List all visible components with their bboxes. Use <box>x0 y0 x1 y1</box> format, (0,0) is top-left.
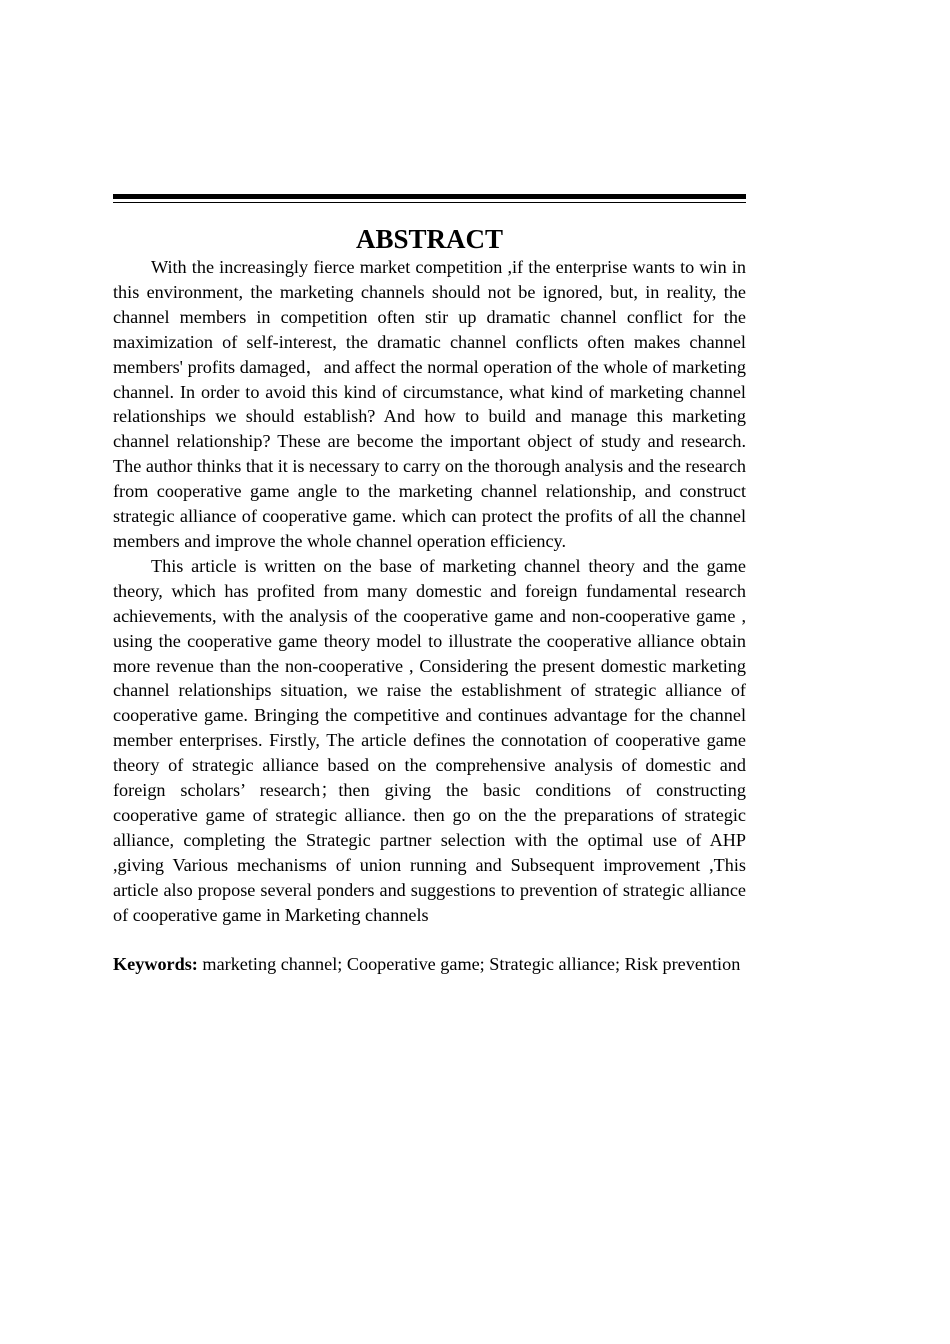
abstract-paragraph-1: With the increasingly fierce market competition ,if the enterprise wants to win in this environment, the marketing channels should not be ignored, but, in reality, the channel members in competition often stir up dramatic channel conflict for the maximization of self-interest, the dramatic channel conflicts often makes channel members' profits damaged，and affect the normal operation of the whole of marketing channel. In order to avoid this kind of circumstance, what kind of marketing channel relationships we should establish? And how to build and manage this marketing channel relationship? These are become the important object of study and research. The author thinks that it is necessary to carry on the thorough analysis and the research from cooperative game angle to the marketing channel relationship, and construct strategic alliance of cooperative game. which can protect the profits of all the channel members and improve the whole channel operation efficiency. <box>113 257 746 551</box>
keywords-line <box>113 952 746 977</box>
abstract-page <box>113 194 746 977</box>
header-rule-thin <box>113 202 746 203</box>
abstract-paragraph-2: This article is written on the base of marketing channel theory and the game theory, which has profited from many domestic and foreign fundamental research achievements, with the analysis of the cooperative game and non-cooperative game , using the cooperative game theory model to illustrate the cooperative alliance obtain more revenue than the non-cooperative , Considering the present domestic marketing channel relationships situation, we raise the establishment of strategic alliance of cooperative game. Bringing the competitive and continues advantage for the channel member enterprises. Firstly, The article defines the connotation of cooperative game theory of strategic alliance based on the comprehensive analysis of domestic and foreign scholars’ research；then giving the basic conditions of constructing cooperative game of strategic alliance. then go on the the preparations of strategic alliance, completing the Strategic partner selection with the optimal use of AHP ,giving Various mechanisms of union running and Subsequent improvement ,This article also propose several ponders and suggestions to prevention of strategic alliance of cooperative game in Marketing channels <box>113 555 746 925</box>
abstract-title: ABSTRACT <box>355 224 504 254</box>
keywords-text: marketing channel; Cooperative game; Strategic alliance; Risk prevention <box>202 954 741 975</box>
keywords-label: Keywords: <box>113 954 198 975</box>
